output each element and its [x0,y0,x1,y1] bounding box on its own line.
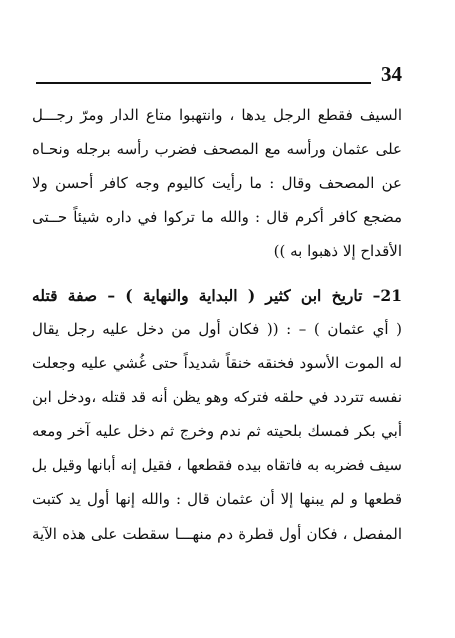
text-line: أبي بكر فمسك بلحيته ثم ندم وخرج ثم دخل عليه آخر ومعه [32,422,402,440]
text-line: نفسه تتردد في حلقه فتركه وهو يظن أنه قد قتله ،ودخل ابن [32,388,402,406]
text-line: مضجع كافر أكرم قال : والله ما تركوا في داره شيئاً حــتى [32,208,402,226]
header-rule [36,82,371,84]
text-line: عن المصحف وقال : ما رأيت كاليوم وجه كافر أحسن ولا [32,174,402,192]
section-heading-line: 21– تاريخ ابن كثير ( البداية والنهاية ) – صفة قتله [32,286,402,305]
page-number: 34 [381,62,402,86]
text-line: له الموت الأسود فخنقه خنقاً شديداً حتى غُشي عليه وجعلت [32,354,402,372]
page-header [36,62,402,88]
text-line: الأقداح إلا ذهبوا به )) [273,242,402,260]
text-line: ( أي عثمان ) – : (( فكان أول من دخل عليه رجل يقال [32,320,402,338]
text-line: قطعها و لم يبنها إلا أن عثمان قال : والله إنها أول يد كتبت [32,490,402,508]
text-line: على عثمان ورأسه مع المصحف فضرب رأسه برجله ونحـاه [32,140,402,158]
text-line: السيف فقطع الرجل يدها ، وانتهبوا متاع الدار ومرّ رجـــل [32,106,402,124]
text-line: سيف فضربه به فاتقاه بيده فقطعها ، فقيل إنه أبانها وقيل بل [31,456,402,474]
text-line: المفصل ، فكان أول قطرة دم منهـــا سقطت على هذه الآية [32,525,402,543]
